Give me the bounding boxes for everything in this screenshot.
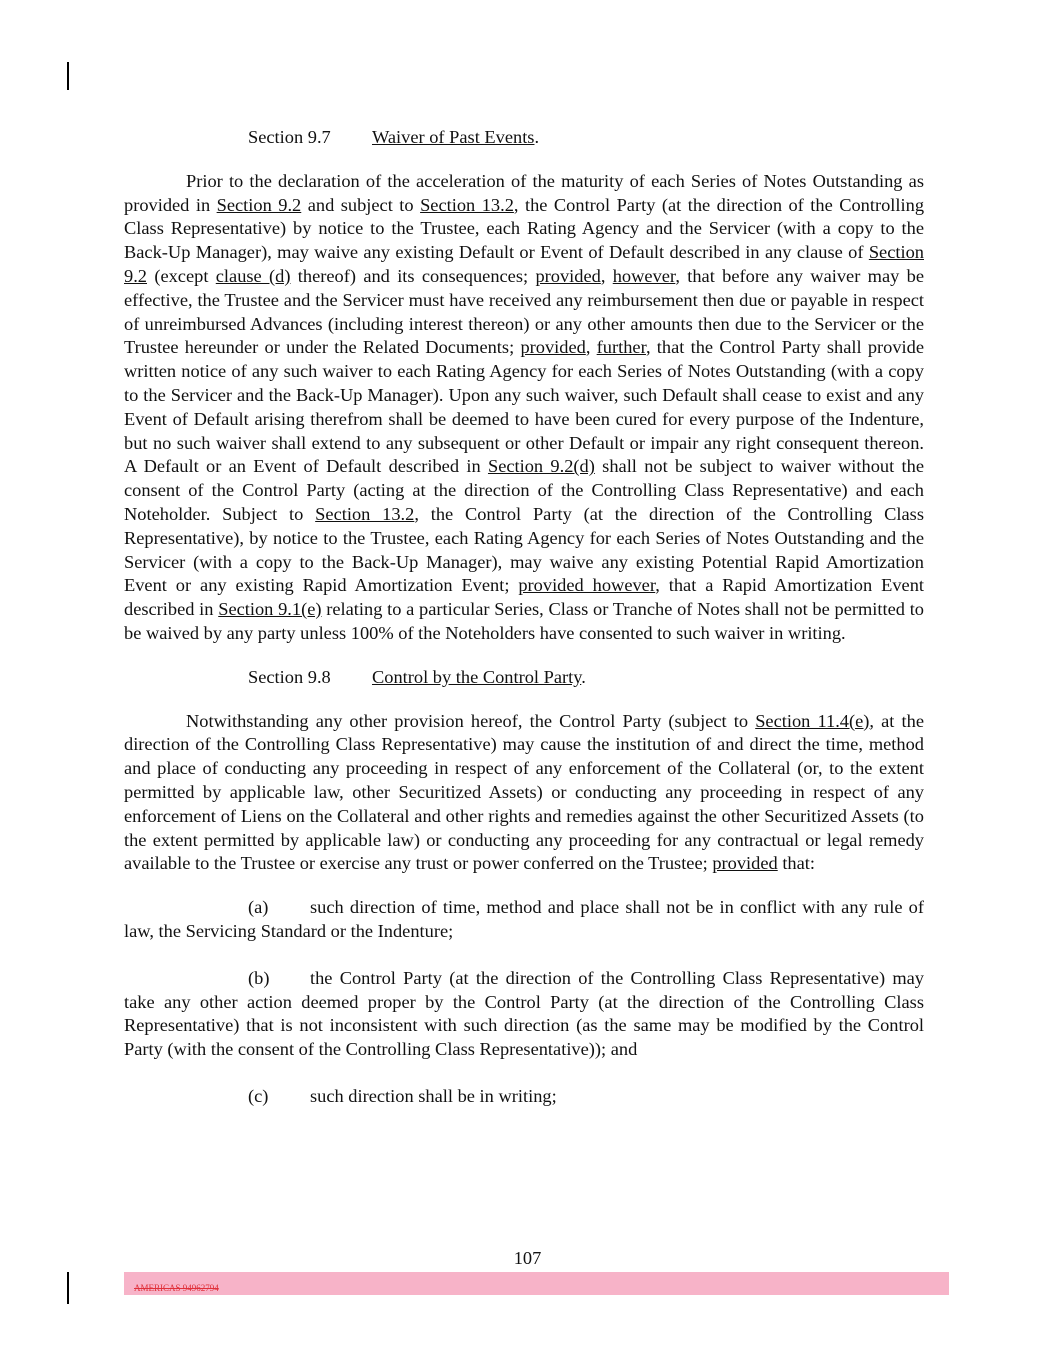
cross-reference: Section 11.4(e) bbox=[755, 710, 870, 731]
cross-reference: Section 13.2 bbox=[315, 503, 415, 524]
change-bar-top bbox=[67, 62, 69, 90]
document-id: AMERICAS 94962794 bbox=[134, 1283, 219, 1293]
list-item-b: (b) the Control Party (at the direction of the Controlling Class Representative) may take any other action deemed proper by the Control Party (at the direction of the Controlling Class Representative) that is not inconsistent with such direction (as the same may be modified by the Control Party (with the consent of the Controlling Class Representative)); and bbox=[124, 967, 924, 1060]
change-bar-bottom bbox=[67, 1272, 69, 1304]
item-label: (c) bbox=[248, 1085, 269, 1106]
cross-reference: Section 13.2 bbox=[420, 194, 514, 215]
section-heading-9-7: Section 9.7 Waiver of Past Events. bbox=[124, 126, 924, 150]
item-label: (a) bbox=[248, 897, 269, 918]
list-item-c: (c) such direction shall be in writing; bbox=[124, 1085, 924, 1109]
cross-reference: Section 9.2 bbox=[124, 242, 924, 286]
item-label: (b) bbox=[248, 967, 270, 988]
cross-reference: clause (d) bbox=[215, 265, 291, 286]
document-page bbox=[124, 126, 924, 1132]
section-title: Waiver of Past Events bbox=[372, 127, 535, 147]
list-item-a: (a) such direction of time, method and place shall not be in conflict with any rule of law, the Servicing Standard or the Indenture; bbox=[124, 897, 924, 941]
cross-reference: Section 9.2 bbox=[216, 194, 302, 215]
section-number: Section 9.8 bbox=[248, 666, 331, 687]
footer-band bbox=[124, 1272, 949, 1295]
cross-reference: Section 9.2(d) bbox=[487, 456, 595, 477]
section-number: Section 9.7 bbox=[248, 127, 331, 147]
section-9-7-paragraph: Prior to the declaration of the acceleration of the maturity of each Series of Notes Outstanding as provided in Section 9.2 and subject to Section 13.2, the Control Party (at the direction of the Controlling Class Representative) by notice to the Trustee, each Rating Agency and the Servicer (with a copy to the Back-Up Manager), may waive any existing Default or Event of Default described in any clause of Section 9.2 (except clause (d) thereof) and its consequences; provided, however, that before any waiver may be effective, the Trustee and the Servicer must have received any reimbursement then due or payable in respect of unreimbursed Advances (including interest thereon) or any other amounts then due to the Servicer or the Trustee hereunder or under the Related Documents; provided, further, that the Control Party shall provide written notice of any such waiver to each Rating Agency for each Series of Notes Outstanding (with a copy to the Servicer and the Back-Up Manager). Upon any such waiver, such Default shall cease to exist and any Event of Default arising therefrom shall be deemed to have been cured for every purpose of the Indenture, but no such waiver shall extend to any subsequent or other Default or impair any right consequent thereon. A Default or an Event of Default described in Section 9.2(d) shall not be subject to waiver without the consent of the Control Party (acting at the direction of the Controlling Class Representative) and each Noteholder. Subject to Section 13.2, the Control Party (at the direction of the Controlling Class Representative), by notice to the Trustee, each Rating Agency for each Series of Notes Outstanding and the Servicer (with a copy to the Back-Up Manager), may waive any existing Potential Rapid Amortization Event or any existing Rapid Amortization Event; provided however, that a Rapid Amortization Event described in Section 9.1(e) relating to a particular Series, Class or Tranche of Notes shall not be permitted to be waived by any party unless 100% of the Noteholders have consented to such waiver in writing. bbox=[124, 170, 925, 643]
section-heading-9-8: Section 9.8 Control by the Control Party. bbox=[124, 666, 924, 690]
page-number: 107 bbox=[513, 1248, 542, 1268]
cross-reference: Section 9.1(e) bbox=[218, 599, 322, 620]
section-9-8-paragraph: Notwithstanding any other provision hereof, the Control Party (subject to Section 11.4(e), at the direction of the Controlling Class Representative) may cause the institution of and direct the time, method and place of conducting any proceeding in respect of any enforcement of the Collateral (or, to the extent permitted by applicable law, other Securitized Assets) or conducting any proceeding in respect of any enforcement of Liens on the Collateral and other rights and remedies against the other Securitized Assets (to the extent permitted by applicable law) or conducting any proceeding for any contractual or legal remedy available to the Trustee or exercise any trust or power conferred on the Trustee; provided that: bbox=[124, 710, 924, 874]
section-title: Control by the Control Party bbox=[372, 666, 582, 687]
